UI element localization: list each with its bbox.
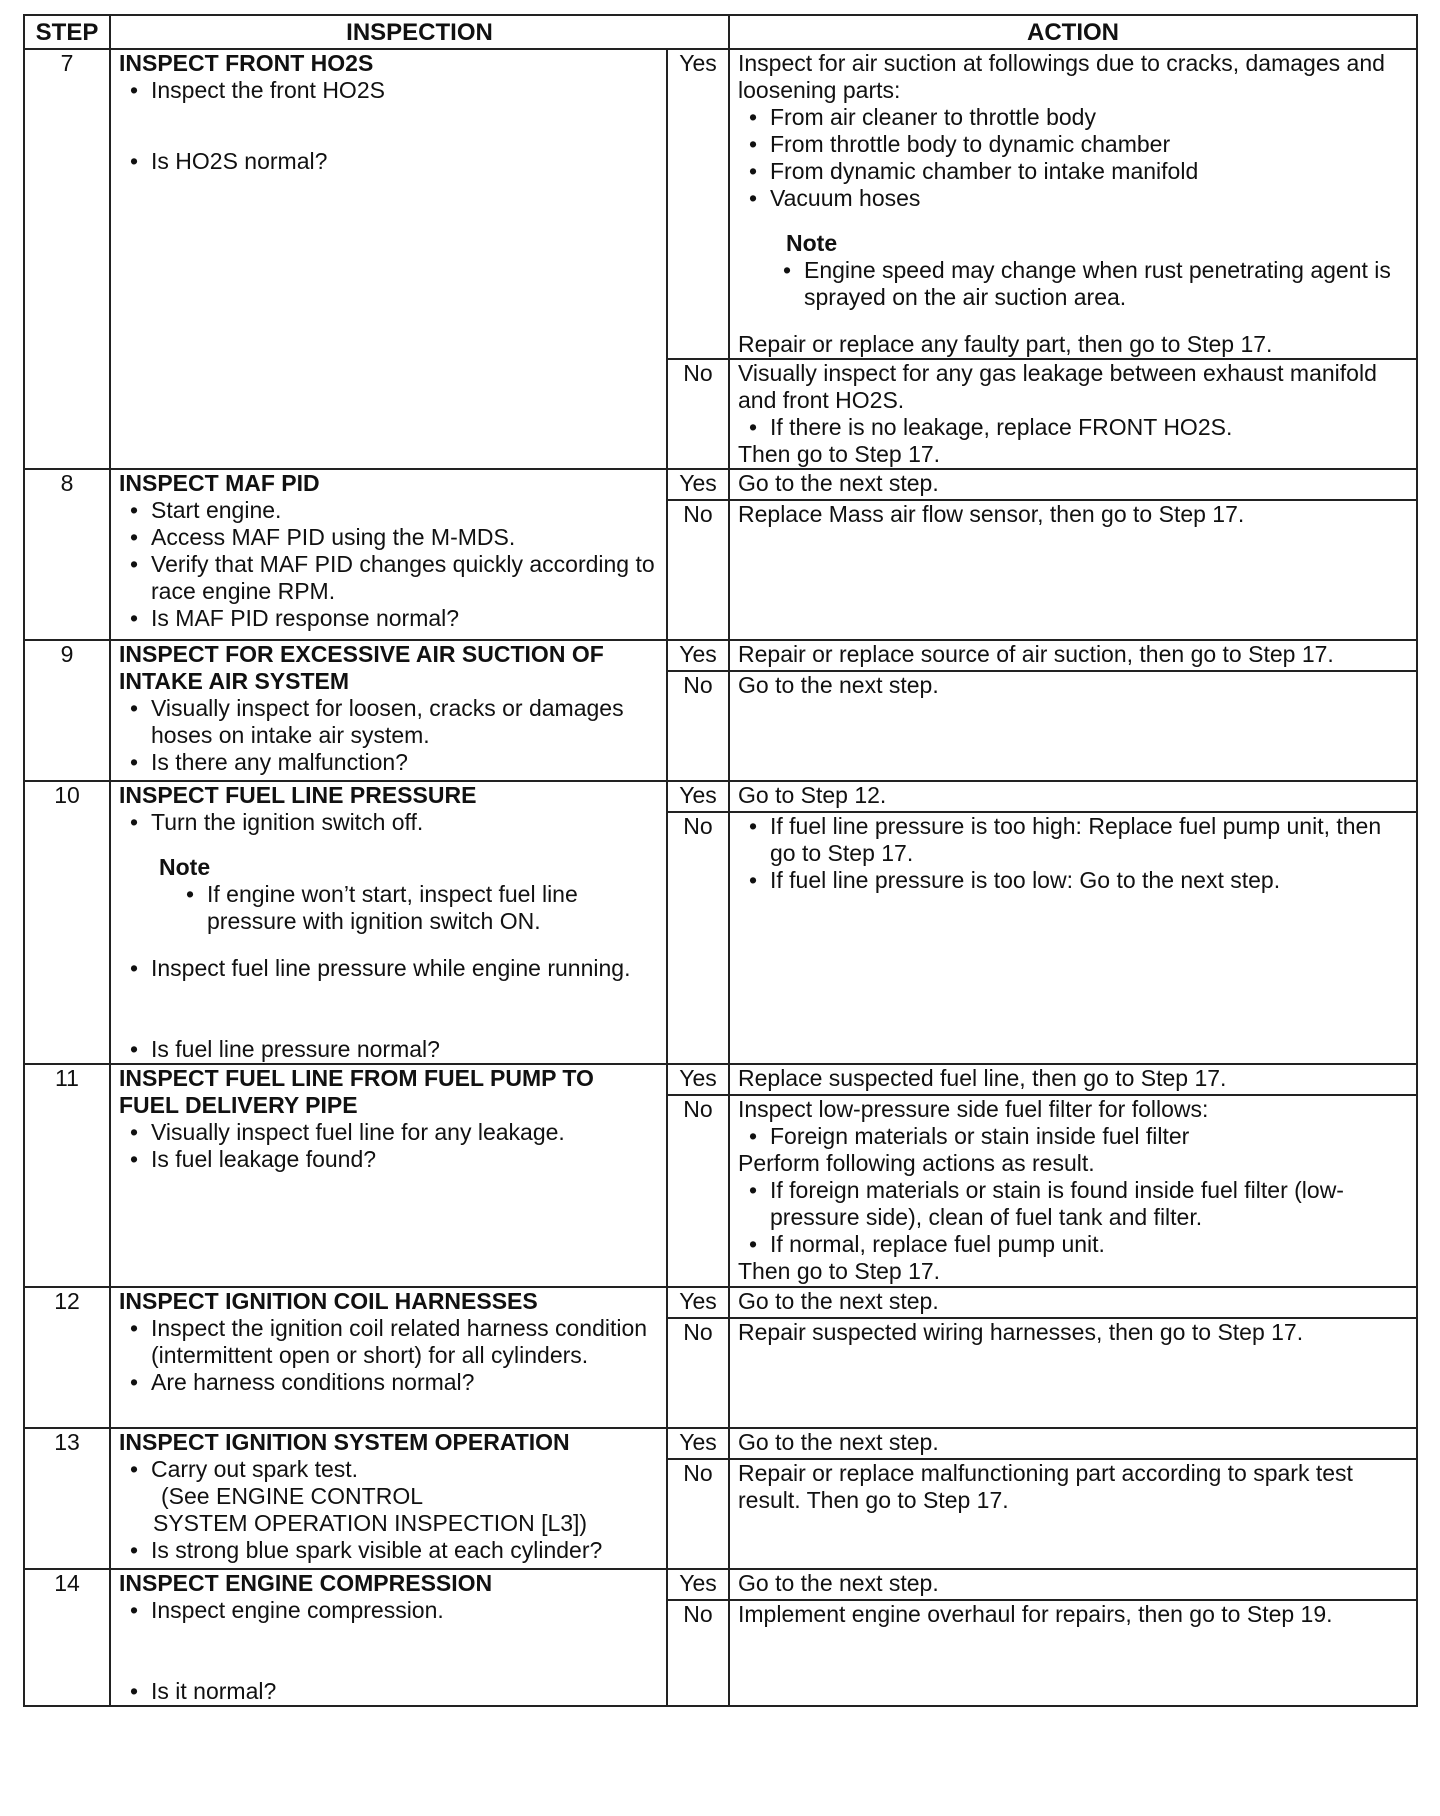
action-header: ACTION <box>729 15 1417 49</box>
no-action: Implement engine overhaul for repairs, then go to Step 19. <box>729 1600 1417 1706</box>
no-label: No <box>667 1095 729 1287</box>
no-action <box>729 359 1417 469</box>
yes-action <box>729 49 1417 359</box>
action-item: • If normal, replace fuel pump unit. <box>738 1231 1408 1258</box>
no-action <box>729 812 1417 1064</box>
yes-label: Yes <box>667 469 729 500</box>
step-title: INSPECT FUEL LINE FROM FUEL PUMP TO FUEL DELIVERY PIPE <box>119 1065 594 1118</box>
step-number: 12 <box>24 1287 110 1428</box>
inspection-question: • Is it normal? <box>119 1678 658 1705</box>
reference-text: SYSTEM OPERATION INSPECTION [L3]) <box>153 1510 588 1536</box>
yes-label: Yes <box>667 49 729 359</box>
step-number: 14 <box>24 1569 110 1706</box>
step-number: 13 <box>24 1428 110 1569</box>
inspection-item: • Inspect the front HO2S <box>119 77 658 104</box>
step-12-inspection <box>110 1287 667 1428</box>
no-label: No <box>667 812 729 1064</box>
step-8-inspection <box>110 469 667 640</box>
yes-label: Yes <box>667 781 729 812</box>
inspection-item: • Start engine. <box>119 497 658 524</box>
step-11-yes-row <box>24 1064 1417 1095</box>
no-label: No <box>667 671 729 781</box>
yes-label: Yes <box>667 1569 729 1600</box>
step-title: INSPECT IGNITION SYSTEM OPERATION <box>119 1429 570 1455</box>
step-number: 9 <box>24 640 110 781</box>
step-title: INSPECT MAF PID <box>119 470 320 496</box>
action-intro: Inspect low-pressure side fuel filter for follows: <box>738 1096 1209 1122</box>
inspection-item: • Carry out spark test. <box>119 1456 658 1483</box>
step-14-yes-row <box>24 1569 1417 1600</box>
inspection-question: • Is fuel line pressure normal? <box>119 1036 658 1063</box>
note-item: • If engine won’t start, inspect fuel line pressure with ignition switch ON. <box>175 881 658 935</box>
note-heading: Note <box>786 230 838 256</box>
step-12-yes-row <box>24 1287 1417 1318</box>
yes-action: Go to Step 12. <box>729 781 1417 812</box>
action-intro: Visually inspect for any gas leakage between exhaust manifold and front HO2S. <box>738 360 1377 413</box>
diagnostic-table <box>23 14 1418 1707</box>
no-action: Go to the next step. <box>729 671 1417 781</box>
yes-action: Replace suspected fuel line, then go to Step 17. <box>729 1064 1417 1095</box>
step-number: 11 <box>24 1064 110 1287</box>
action-item: • If foreign materials or stain is found inside fuel filter (low-pressure side), clean of fuel tank and filter. <box>738 1177 1408 1231</box>
action-item: • From throttle body to dynamic chamber <box>738 131 1408 158</box>
step-7-yes-row <box>24 49 1417 359</box>
inspection-item: • Visually inspect for loosen, cracks or damages hoses on intake air system. <box>119 695 658 749</box>
yes-action: Go to the next step. <box>729 1569 1417 1600</box>
step-number: 8 <box>24 469 110 640</box>
step-number: 10 <box>24 781 110 1064</box>
no-action <box>729 1095 1417 1287</box>
yes-action: Go to the next step. <box>729 469 1417 500</box>
step-title: INSPECT IGNITION COIL HARNESSES <box>119 1288 538 1314</box>
inspection-item: • Visually inspect fuel line for any leakage. <box>119 1119 658 1146</box>
step-13-inspection <box>110 1428 667 1569</box>
step-10-yes-row <box>24 781 1417 812</box>
action-item: • From air cleaner to throttle body <box>738 104 1408 131</box>
step-11-inspection <box>110 1064 667 1287</box>
yes-action: Go to the next step. <box>729 1428 1417 1459</box>
inspection-question: • Is MAF PID response normal? <box>119 605 658 632</box>
no-label: No <box>667 359 729 469</box>
step-8-yes-row <box>24 469 1417 500</box>
note-heading: Note <box>159 854 211 880</box>
yes-action: Go to the next step. <box>729 1287 1417 1318</box>
inspection-item: • Verify that MAF PID changes quickly according to race engine RPM. <box>119 551 658 605</box>
inspection-header: INSPECTION <box>110 15 729 49</box>
step-number: 7 <box>24 49 110 469</box>
action-text: Perform following actions as result. <box>738 1150 1095 1176</box>
step-title: INSPECT ENGINE COMPRESSION <box>119 1570 493 1596</box>
note-item: • Engine speed may change when rust penetrating agent is sprayed on the air suction area. <box>772 257 1408 311</box>
step-14-inspection <box>110 1569 667 1706</box>
yes-label: Yes <box>667 640 729 671</box>
reference-text: (See ENGINE CONTROL <box>161 1483 423 1509</box>
yes-label: Yes <box>667 1428 729 1459</box>
step-title: INSPECT FRONT HO2S <box>119 50 374 76</box>
action-item: • Foreign materials or stain inside fuel filter <box>738 1123 1408 1150</box>
step-9-yes-row <box>24 640 1417 671</box>
no-action: Repair suspected wiring harnesses, then go to Step 17. <box>729 1318 1417 1428</box>
no-action: Replace Mass air flow sensor, then go to Step 17. <box>729 500 1417 640</box>
inspection-question: • Are harness conditions normal? <box>119 1369 658 1396</box>
action-item: • If fuel line pressure is too low: Go to the next step. <box>738 867 1408 894</box>
action-item: • If there is no leakage, replace FRONT HO2S. <box>738 414 1408 441</box>
inspection-item: • Inspect the ignition coil related harness condition (intermittent open or short) for all cylinders. <box>119 1315 658 1369</box>
inspection-item: • Inspect fuel line pressure while engine running. <box>119 955 658 982</box>
step-9-inspection <box>110 640 667 781</box>
step-header: STEP <box>24 15 110 49</box>
action-item: • From dynamic chamber to intake manifold <box>738 158 1408 185</box>
no-label: No <box>667 1459 729 1569</box>
action-conclusion: Repair or replace any faulty part, then go to Step 17. <box>738 331 1273 357</box>
no-label: No <box>667 500 729 640</box>
yes-label: Yes <box>667 1064 729 1095</box>
header-row <box>24 15 1417 49</box>
no-label: No <box>667 1600 729 1706</box>
inspection-question: • Is HO2S normal? <box>119 148 658 175</box>
yes-label: Yes <box>667 1287 729 1318</box>
inspection-item: • Turn the ignition switch off. <box>119 809 658 836</box>
action-item: • If fuel line pressure is too high: Replace fuel pump unit, then go to Step 17. <box>738 813 1408 867</box>
action-conclusion: Then go to Step 17. <box>738 1258 941 1284</box>
inspection-question: • Is strong blue spark visible at each cylinder? <box>119 1537 658 1564</box>
step-title: INSPECT FUEL LINE PRESSURE <box>119 782 477 808</box>
no-label: No <box>667 1318 729 1428</box>
inspection-item: • Access MAF PID using the M-MDS. <box>119 524 658 551</box>
step-13-yes-row <box>24 1428 1417 1459</box>
no-action: Repair or replace malfunctioning part according to spark test result. Then go to Step 17. <box>729 1459 1417 1569</box>
action-item: • Vacuum hoses <box>738 185 1408 212</box>
step-title: INSPECT FOR EXCESSIVE AIR SUCTION OF INTAKE AIR SYSTEM <box>119 641 604 694</box>
action-intro: Inspect for air suction at followings due to cracks, damages and loosening parts: <box>738 50 1385 103</box>
yes-action: Repair or replace source of air suction, then go to Step 17. <box>729 640 1417 671</box>
inspection-item: • Inspect engine compression. <box>119 1597 658 1624</box>
action-conclusion: Then go to Step 17. <box>738 441 941 467</box>
step-10-inspection <box>110 781 667 1064</box>
inspection-question: • Is there any malfunction? <box>119 749 658 776</box>
inspection-question: • Is fuel leakage found? <box>119 1146 658 1173</box>
step-7-inspection <box>110 49 667 469</box>
